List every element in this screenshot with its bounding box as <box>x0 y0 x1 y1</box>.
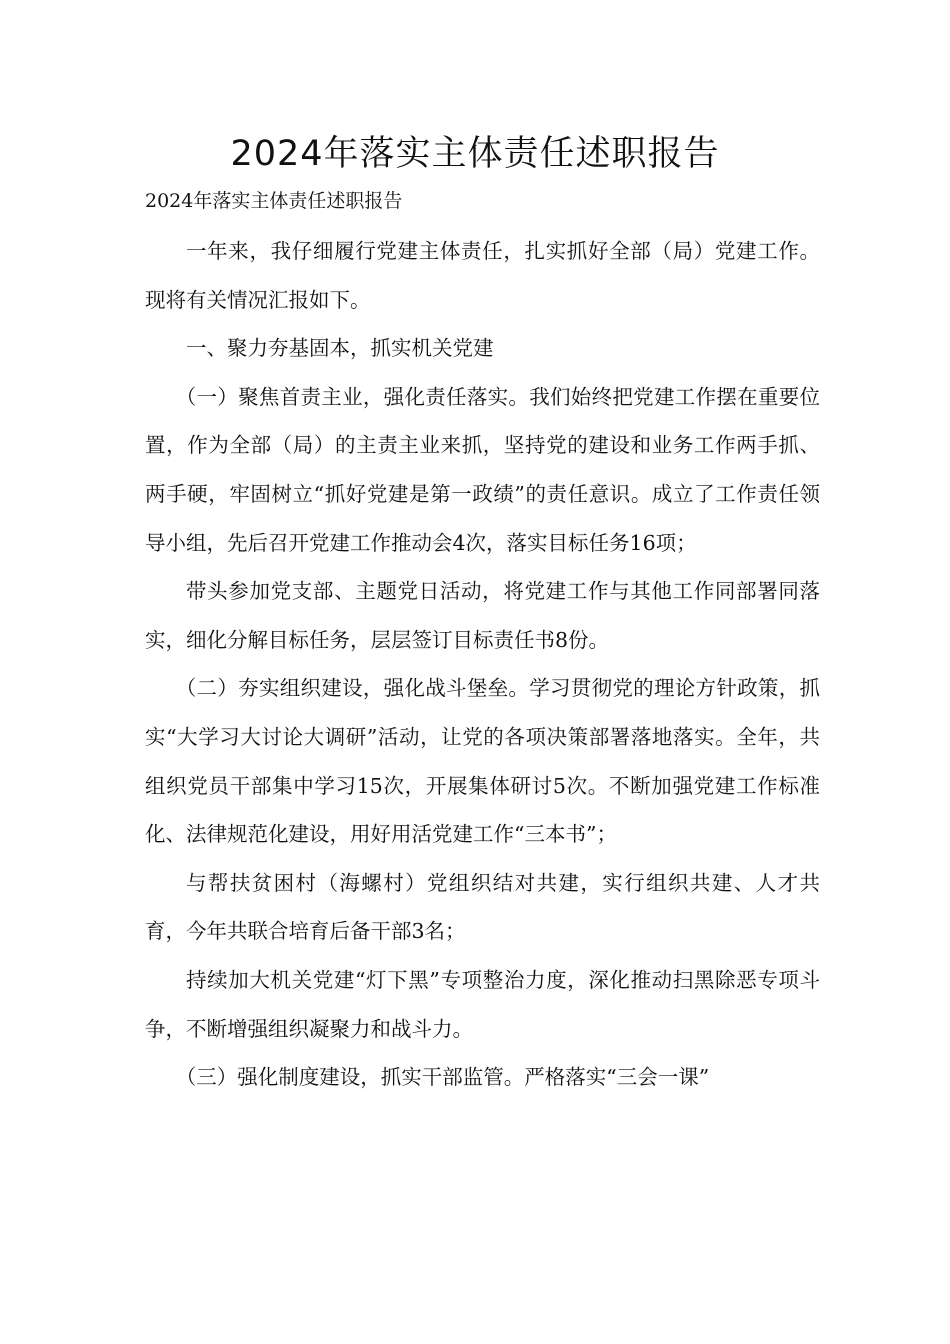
paragraph-intro: 一年来，我仔细履行党建主体责任，扎实抓好全部（局）党建工作。现将有关情况汇报如下。 <box>145 239 820 312</box>
paragraph-section-1-3: （三）强化制度建设，抓实干部监管。严格落实“三会一课” <box>175 1065 710 1090</box>
section-heading-1: 一、聚力夯基固本，抓实机关党建 <box>186 336 494 361</box>
paragraph-section-1-2-cont-b: 持续加大机关党建“灯下黑”专项整治力度，深化推动扫黑除恶专项斗争，不断增强组织凝聚力和战斗力。 <box>145 967 820 1041</box>
document-body <box>145 227 820 1102</box>
document-title: 2024年落实主体责任述职报告 <box>230 134 720 174</box>
paragraph-section-1-1: （一）聚焦首责主业，强化责任落实。我们始终把党建工作摆在重要位置，作为全部（局）的主责主业来抓，坚持党的建设和业务工作两手抓、两手硬，牢固树立“抓好党建是第一政绩”的责任意识。成立了工作责任领导小组，先后召开党建工作推动会4次，落实目标任务16项； <box>145 384 820 555</box>
paragraph-section-1-2: （二）夯实组织建设，强化战斗堡垒。学习贯彻党的理论方针政策，抓实“大学习大讨论大调研”活动，让党的各项决策部署落地落实。全年，共组织党员干部集中学习15次，开展集体研讨5次。不断加强党建工作标准化、法律规范化建设，用好用活党建工作“三本书”； <box>145 676 820 847</box>
document-subtitle: 2024年落实主体责任述职报告 <box>145 190 403 212</box>
paragraph-section-1-2-cont-a: 与帮扶贫困村（海螺村）党组织结对共建，实行组织共建、人才共育，今年共联合培育后备干部3名； <box>145 870 820 944</box>
paragraph-section-1-1-cont: 带头参加党支部、主题党日活动，将党建工作与其他工作同部署同落实，细化分解目标任务，层层签订目标责任书8份。 <box>145 579 820 652</box>
